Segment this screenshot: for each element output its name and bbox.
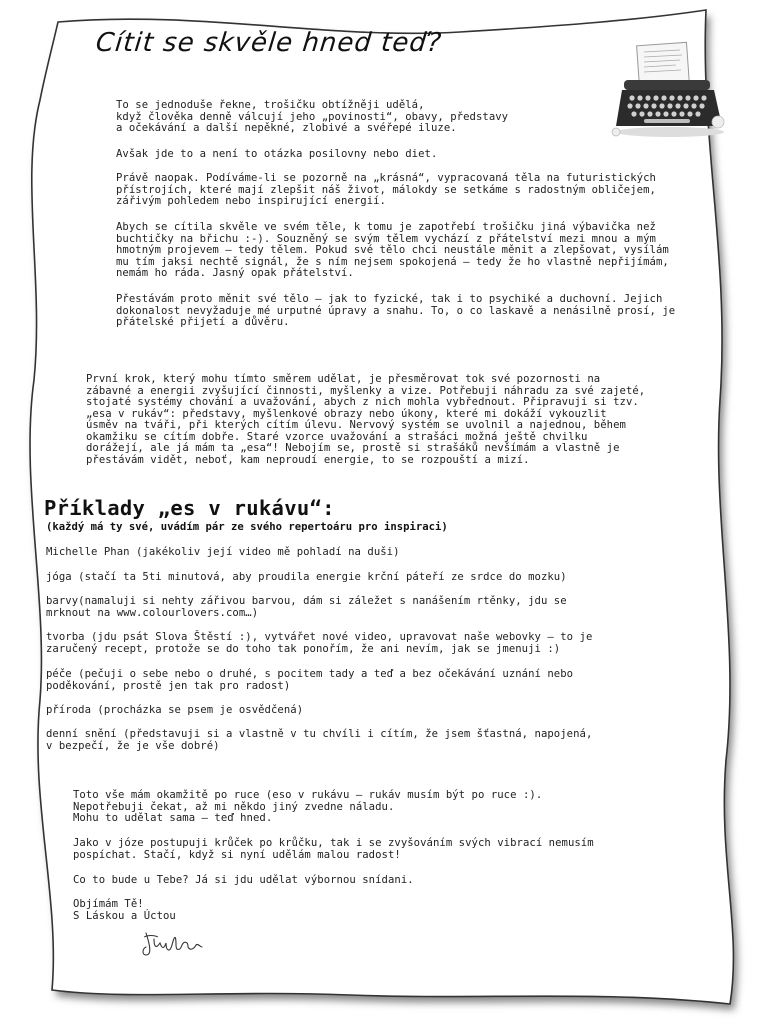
examples-subheading: (každý má ty své, uvádím pár ze svého repertoáru pro inspiraci) — [46, 521, 448, 533]
closing-signoff: Objímám Tě! S Láskou a Úctou — [73, 898, 176, 922]
intro-paragraph-3: Právě naopak. Podíváme-li se pozorně na „krásná“, vypracovaná těla na futuristických přístrojích, které mají zlepšit náš život, málokdy se setkáme s radostným obličejem, zářivým pohledem nebo inspirující energií. — [116, 172, 656, 207]
example-item: denní snění (představuji si a vlastně v tu chvíli i cítím, že jsem šťastná, napojená, v bezpečí, že je vše dobré) — [46, 728, 593, 752]
examples-heading: Příklady „es v rukávu“: — [44, 496, 335, 520]
page-title: Cítit se skvěle hned teď? — [94, 28, 444, 58]
example-item: péče (pečuji o sebe nebo o druhé, s pocitem tady a teď a bez očekávání uznání nebo poděkování, prostě jen tak pro radost) — [46, 668, 574, 692]
typewriter-icon — [610, 40, 728, 140]
example-item: jóga (stačí ta 5ti minutová, aby proudila energie krční páteří ze srdce do mozku) — [46, 571, 567, 583]
example-item: barvy(namaluji si nehty zářivou barvou, dám si záležet s nanášením rtěnky, jdu se mrknout na www.colourlovers.com…) — [46, 595, 567, 619]
example-item: příroda (procházka se psem je osvědčená) — [46, 704, 304, 716]
closing-paragraph-3: Co to bude u Tebe? Já si jdu udělat výbornou snídani. — [73, 874, 414, 886]
example-item: tvorba (jdu psát Slova Štěstí :), vytvářet nové video, upravovat naše webovky – to je zaručený recept, protože se do toho tak ponořím, že ani nevím, jak se jmenuji :) — [46, 631, 593, 655]
intro-paragraph-5: Přestávám proto měnit své tělo – jak to fyzické, tak i to psychiké a duchovní. Jejich dokonalost nevyžaduje mé urputné úpravy a snahu. To, o co laskavě a nenásilně prosí, je přátelské přijetí a důvěru. — [116, 293, 676, 328]
intro-paragraph-2: Avšak jde to a není to otázka posilovny nebo diet. — [116, 148, 438, 160]
intro-paragraph-4: Abych se cítila skvěle ve svém těle, k tomu je zapotřebí trošičku jiná výbavička než buchtičky na břichu :-). Souzněný se svým tělem vychází z přátelství mezi mnou a mým hmotným projevem – tedy tělem. Pokud své tělo chci neustále měnit a zlepšovat, vysílám mu tím jaksi nechtě signál, že s ním nejsem spokojená – tedy že ho vlastně nepřijímám, nemám ho ráda. Jasný opak přátelství. — [116, 221, 669, 279]
example-item: Michelle Phan (jakékoliv její video mě pohladí na duši) — [46, 546, 400, 558]
closing-paragraph-2: Jako v józe postupuji krůček po krůčku, tak i se zvyšováním svých vibrací nemusím pospíchat. Stačí, když si nyní udělám malou radost! — [73, 837, 594, 861]
signature-scribble — [140, 925, 210, 959]
intro-paragraph-1: To se jednoduše řekne, trošičku obtížněji udělá, když člověka denně válcují jeho „povinosti“, obavy, představy a očekávání a další nepěkné, zlobivé a svéřepé iluze. — [116, 99, 509, 134]
first-step-paragraph: První krok, který mohu tímto směrem udělat, je přesměrovat tok své pozornosti na zábavné a energii zvyšující činnosti, myšlenky a vize. Potřebuji náhradu za své zajeté, stojaté systémy chování a uvažování, abych z nich mohla vybřednout. Připravuji si tzv. „esa v rukáv“: představy, myšlenkové obrazy nebo úkony, které mi dokáží vykouzlit úsměv na tváři, při kterých cítím úlevu. Nervový systém se uvolnil a najednou, během okamžiku se cítím dobře. Staré vzorce uvažování a strašáci možná ještě chvilku dorážejí, ale já mám ta „esa“! Nebojím se, prostě si strašáků nevšímám a vlastně je přestávám vidět, neboť, kam neproudí energie, to se rozpouští a mizí. — [86, 373, 646, 466]
closing-paragraph-1: Toto vše mám okamžitě po ruce (eso v rukávu – rukáv musím být po ruce :). Nepotřebuji čekat, až mi někdo jiný zvedne náladu. Mohu to udělat sama – teď hned. — [73, 789, 543, 824]
